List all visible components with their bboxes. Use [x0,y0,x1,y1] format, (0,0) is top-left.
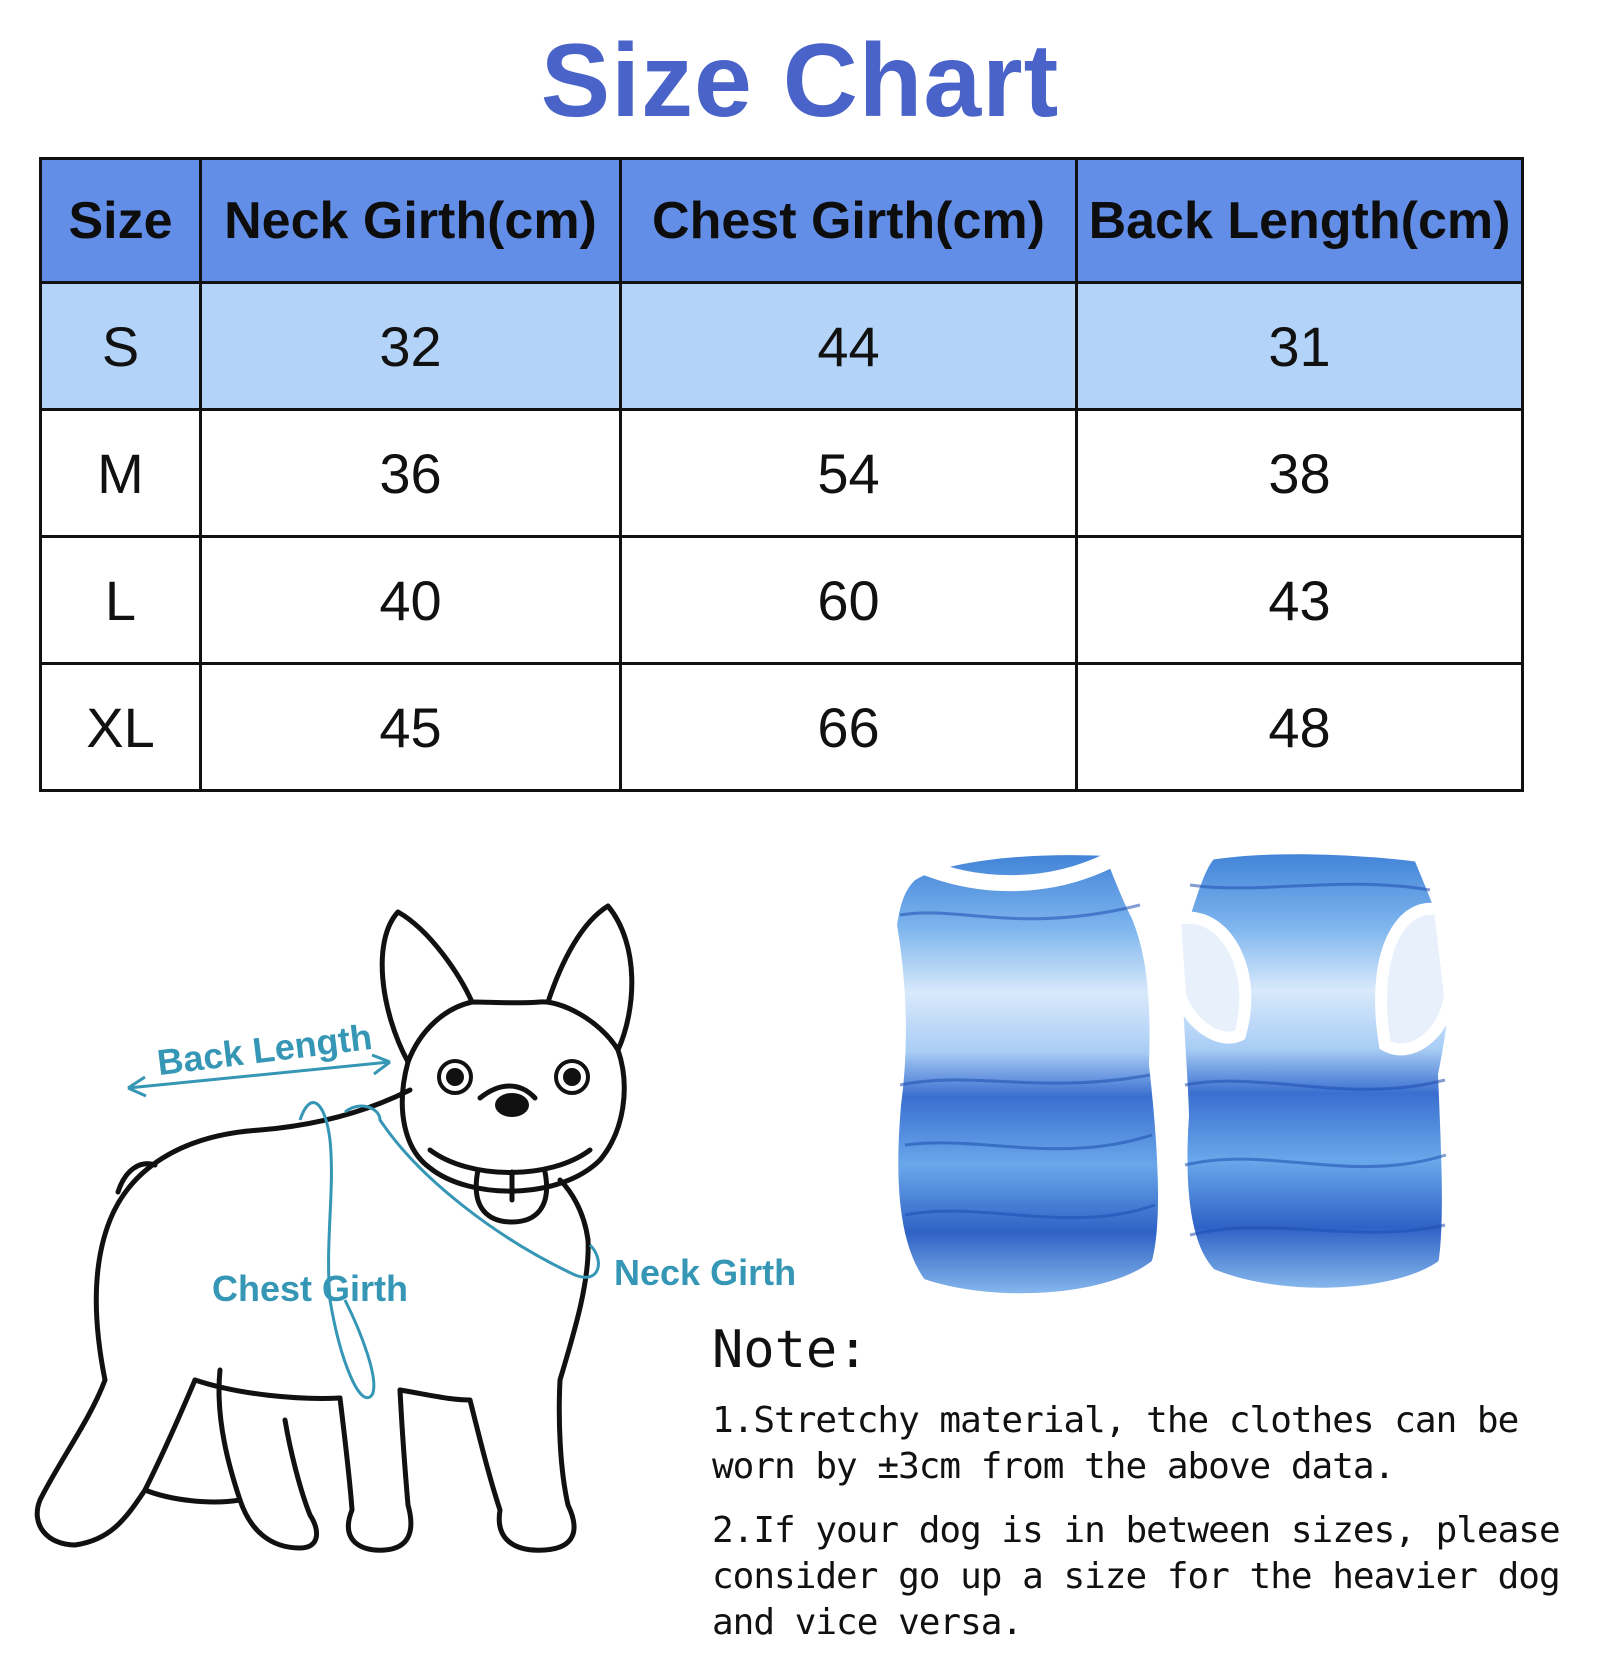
cell-size: L [41,537,201,664]
cell-back: 48 [1077,664,1523,791]
neck-girth-label: Neck Girth [614,1252,797,1293]
back-length-label: Back Length [154,1015,375,1084]
neck-girth-loop [345,1106,598,1277]
cell-size: M [41,410,201,537]
cell-neck: 32 [201,283,621,410]
cell-neck: 45 [201,664,621,791]
cell-neck: 40 [201,537,621,664]
note-section [712,1320,1592,1664]
table-row [41,537,1523,664]
cell-size: XL [41,664,201,791]
dog-measurement-diagram [20,900,800,1590]
cell-size: S [41,283,201,410]
shirts-product-photo [880,845,1500,1345]
table-row [41,283,1523,410]
size-chart-table [39,157,1524,792]
chest-girth-label: Chest Girth [212,1268,409,1309]
page-title: Size Chart [540,23,1060,139]
cell-chest: 44 [621,283,1077,410]
cell-chest: 54 [621,410,1077,537]
header-chest-girth: Chest Girth(cm) [621,159,1077,283]
cell-back: 31 [1077,283,1523,410]
chest-girth-loop [300,1103,374,1398]
note-title: Note: [712,1320,869,1380]
cell-chest: 60 [621,537,1077,664]
dog-outline [37,906,632,1550]
shirt-front [890,848,1165,1300]
note-line-2: 2.If your dog is in between sizes, please consider go up a size for the heavier dog and vice versa. [712,1510,1560,1643]
shirt-back [1175,847,1456,1294]
table-row [41,410,1523,537]
cell-neck: 36 [201,410,621,537]
header-neck-girth: Neck Girth(cm) [201,159,621,283]
table-row [41,664,1523,791]
cell-chest: 66 [621,664,1077,791]
dog-nose [495,1093,529,1117]
note-line-1: 1.Stretchy material, the clothes can be worn by ±3cm from the above data. [712,1400,1519,1487]
header-back-length: Back Length(cm) [1077,159,1523,283]
cell-back: 38 [1077,410,1523,537]
cell-back: 43 [1077,537,1523,664]
header-size: Size [41,159,201,283]
table-header-row [41,159,1523,283]
